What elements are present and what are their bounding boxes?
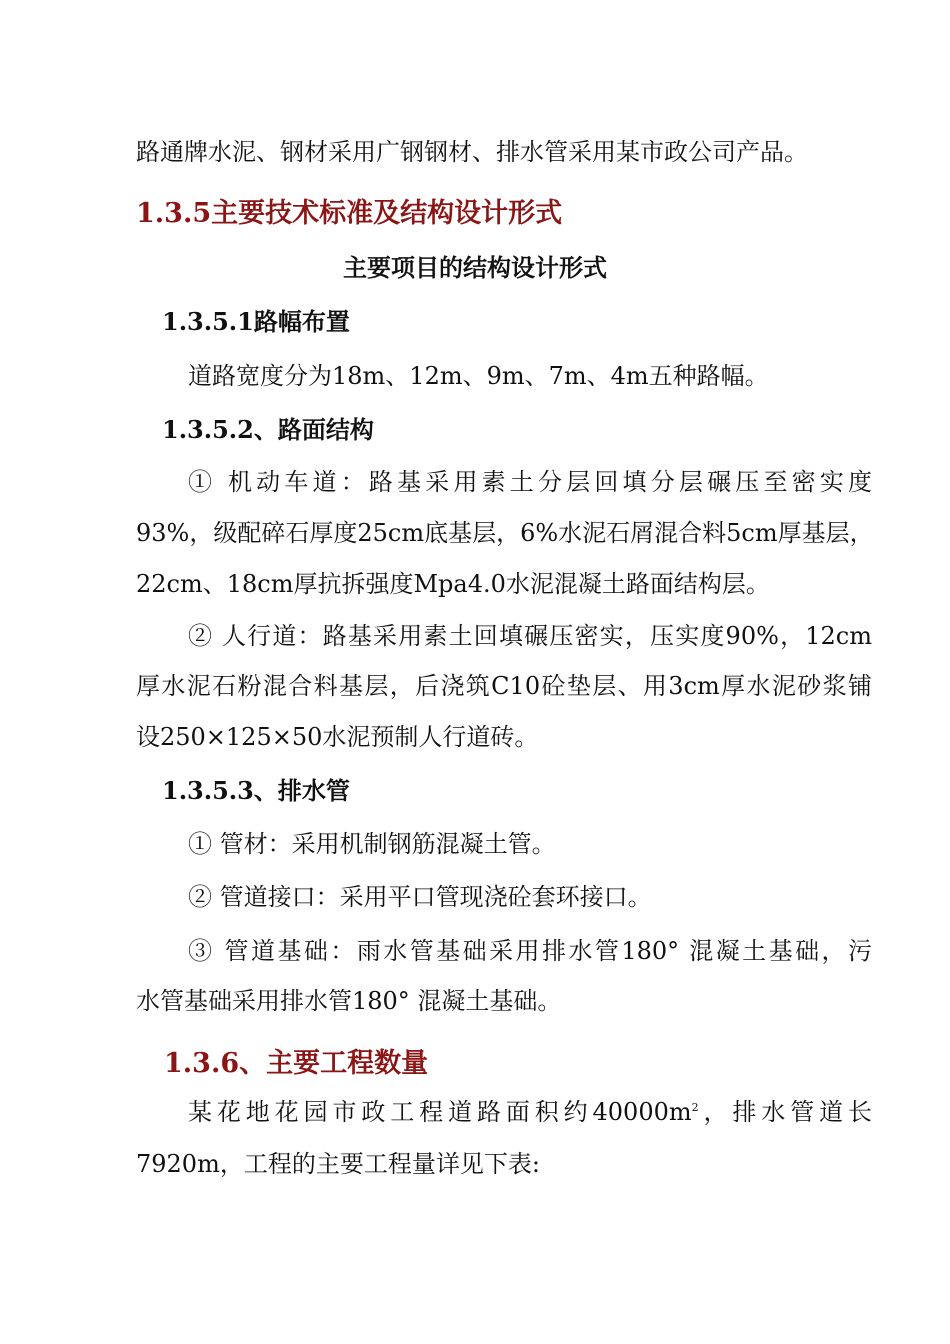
paragraph-pipe-joint: ② 管道接口：采用平口管现浇砼套环接口。 bbox=[188, 883, 652, 911]
quantities-text-a: 某花地花园市政工程道路面积约40000m bbox=[188, 1098, 692, 1126]
paragraph-motorway-line-1: ① 机动车道：路基采用素土分层回填分层碾压至密实度 bbox=[188, 468, 872, 496]
paragraph-pipe-foundation-line-1: ③ 管道基础：雨水管基础采用排水管180° 混凝土基础，污 bbox=[188, 937, 872, 965]
subsection-heading-1-3-5-1: 1.3.5.1路幅布置 bbox=[162, 307, 350, 336]
subsection-heading-1-3-5-3: 1.3.5.3、排水管 bbox=[162, 776, 350, 805]
quantities-text-b: ，排水管道长 bbox=[698, 1098, 873, 1126]
paragraph-quantities-line-2: 7920m，工程的主要工程量详见下表: bbox=[136, 1150, 540, 1178]
paragraph-motorway-line-2: 93%，级配碎石厚度25cm底基层，6%水泥石屑混合料5cm厚基层， bbox=[136, 519, 874, 547]
subsection-heading-1-3-5-2: 1.3.5.2、路面结构 bbox=[162, 415, 374, 444]
superscript-2: 2 bbox=[691, 1101, 699, 1114]
paragraph-quantities-line-1 bbox=[188, 1096, 872, 1128]
paragraph-road-width: 道路宽度分为18m、12m、9m、7m、4m五种路幅。 bbox=[188, 362, 769, 390]
section-heading-1-3-5: 1.3.5主要技术标准及结构设计形式 bbox=[136, 198, 563, 229]
section-heading-1-3-6: 1.3.6、主要工程数量 bbox=[164, 1048, 429, 1079]
paragraph-sidewalk-line-2: 厚水泥石粉混合料基层，后浇筑C10砼垫层、用3cm厚水泥砂浆铺 bbox=[136, 672, 872, 700]
paragraph-pipe-foundation-line-2: 水管基础采用排水管180° 混凝土基础。 bbox=[136, 987, 562, 1015]
section-subtitle: 主要项目的结构设计形式 bbox=[343, 253, 607, 282]
paragraph-sidewalk-line-1: ② 人行道：路基采用素土回填碾压密实，压实度90%，12cm bbox=[188, 622, 872, 650]
paragraph-sidewalk-line-3: 设250×125×50水泥预制人行道砖。 bbox=[136, 723, 539, 751]
paragraph-continued: 路通牌水泥、钢材采用广钢钢材、排水管采用某市政公司产品。 bbox=[136, 138, 808, 166]
paragraph-motorway-line-3: 22cm、18cm厚抗拆强度Mpa4.0水泥混凝土路面结构层。 bbox=[136, 570, 770, 598]
paragraph-pipe-material: ① 管材：采用机制钢筋混凝土管。 bbox=[188, 830, 556, 858]
